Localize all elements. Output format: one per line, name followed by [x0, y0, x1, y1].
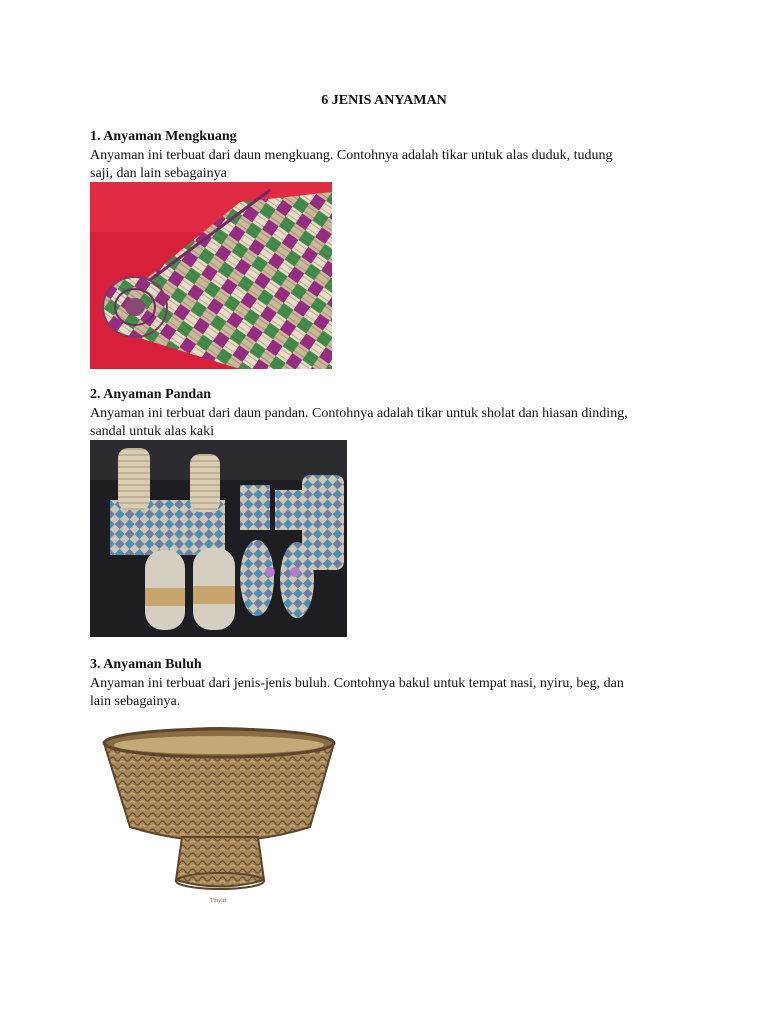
- text-line: Anyaman ini terbuat dari daun pandan. Contohnya adalah tikar untuk sholat dan hiasan dinding,: [90, 406, 628, 421]
- text-line: sandal untuk alas kaki: [90, 424, 215, 439]
- text-line: lain sebagainya.: [90, 694, 181, 709]
- section-text-mengkuang: [90, 147, 690, 183]
- mengkuang-mat-photo: [90, 182, 332, 369]
- text-line: Anyaman ini terbuat dari daun mengkuang. Contohnya adalah tikar untuk alas duduk, tudung: [90, 148, 613, 163]
- section-heading-pandan: 2. Anyaman Pandan: [90, 387, 211, 402]
- pandan-products-photo: [90, 440, 347, 637]
- section-heading-mengkuang: 1. Anyaman Mengkuang: [90, 129, 237, 144]
- text-line: Anyaman ini terbuat dari jenis-jenis buluh. Contohnya bakul untuk tempat nasi, nyiru, beg, dan: [90, 676, 624, 691]
- section-text-pandan: [90, 405, 690, 441]
- photo-caption: Tinyiri: [210, 898, 227, 904]
- document-title: 6 JENIS ANYAMAN: [321, 93, 447, 108]
- section-heading-buluh: 3. Anyaman Buluh: [90, 657, 202, 672]
- section-text-buluh: [90, 675, 690, 711]
- buluh-basket-photo: [90, 715, 350, 910]
- text-line: saji, dan lain sebagainya: [90, 166, 227, 181]
